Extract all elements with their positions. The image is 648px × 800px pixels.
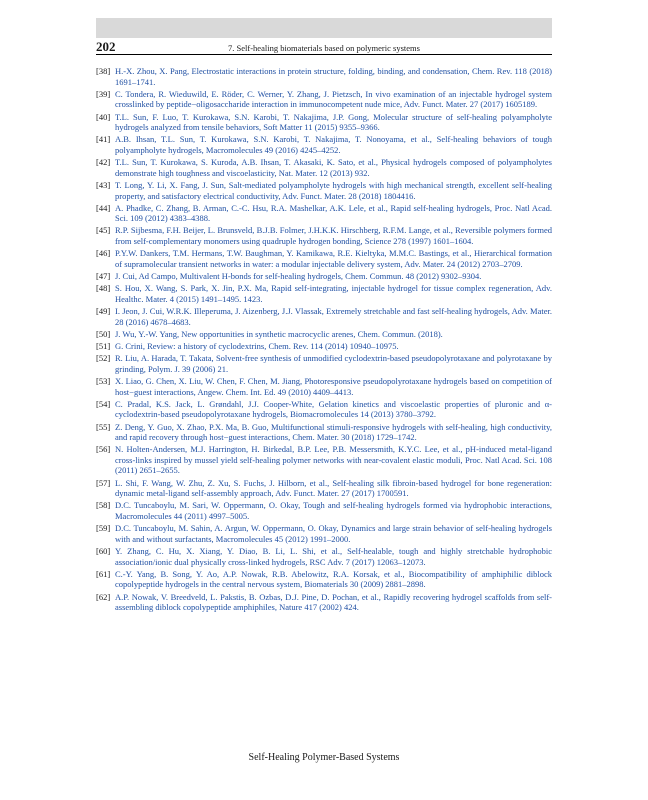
reference-link[interactable]: C. Pradal, K.S. Jack, L. Grøndahl, J.J. Cooper-White, Gelation kinetics and viscoelastic properties of pluronic and α-cyclodextrin-based pseudopolyrotaxane hydrogels, Biomacromolecules 14 (2013) 3780–3792. — [115, 398, 552, 420]
reference-link[interactable]: N. Holten-Andersen, M.J. Harrington, H. Birkedal, B.P. Lee, P.B. Messersmith, K.Y.C. Lee, et al., pH-induced metal-ligand cross-links inspired by mussel yield self-healing polymer networks with near-covalent elastic moduli, Proc. Natl Acad. Sci. 108 (2011) 2651–2655. — [115, 444, 552, 476]
footer-book-title: Self-Healing Polymer-Based Systems — [248, 752, 400, 763]
reference-number: [54] — [96, 398, 111, 409]
reference-link[interactable]: S. Hou, X. Wang, S. Park, X. Jin, P.X. Ma, Rapid self-integrating, injectable hydrogel for tissue complex regeneration, Adv. Healthc. Mater. 4 (2015) 1491–1495. 1423. — [115, 283, 552, 304]
reference-link[interactable]: X. Liao, G. Chen, X. Liu, W. Chen, F. Chen, M. Jiang, Photoresponsive pseudopolyrotaxane hydrogels based on competition of host−guest interactions, Angew. Chem. Int. Ed. 49 (2010) 4409–4413. — [115, 375, 552, 397]
reference-number: [57] — [96, 477, 111, 488]
reference-link[interactable]: A.P. Nowak, V. Breedveld, L. Pakstis, B. Ozbas, D.J. Pine, D. Pochan, et al., Rapidly recovering hydrogel scaffolds from self-assembling diblock copolypeptide amphiphiles, Nature 417 (2002) 424. — [115, 591, 552, 613]
reference-item — [96, 180, 552, 201]
reference-item — [96, 341, 552, 352]
reference-item — [96, 66, 552, 87]
reference-number: [61] — [96, 568, 111, 579]
reference-item — [96, 478, 552, 499]
reference-number: [45] — [96, 225, 111, 236]
reference-number: [53] — [96, 375, 111, 386]
reference-number: [50] — [96, 328, 111, 339]
reference-link[interactable]: A.B. Ihsan, T.L. Sun, T. Kurokawa, S.N. Karobi, T. Nakajima, T. Nonoyama, et al., Self-healing behaviors of tough polyampholyte hydrogels, Macromolecules 49 (2016) 4245–4252. — [115, 134, 552, 155]
reference-item — [96, 376, 552, 397]
reference-link[interactable]: P.Y.W. Dankers, T.M. Hermans, T.W. Baughman, Y. Kamikawa, R.E. Kieltyka, M.M.C. Bastings, et al., Hierarchical formation of supramolecular transient networks in water: a modular injectable delivery system, Adv. Mater. 24 (2012) 2703–2709. — [115, 248, 552, 269]
reference-link[interactable]: C.-Y. Yang, B. Song, Y. Ao, A.P. Nowak, R.B. Abelowitz, R.A. Korsak, et al., Biocompatibility of amphiphilic diblock copolypeptide hydrogels in the central nervous system, Biomaterials 30 (2009) 2881–2898. — [115, 568, 552, 590]
reference-item — [96, 203, 552, 224]
reference-link[interactable]: J. Wu, Y.-W. Yang, New opportunities in synthetic macrocyclic arenes, Chem. Commun. (2018). — [115, 328, 443, 339]
reference-link[interactable]: C. Tondera, R. Wieduwild, E. Röder, C. Werner, Y. Zhang, J. Pietzsch, In vivo examination of an injectable hydrogel system crosslinked by peptide−oligosaccharide interaction in immunocompetent nude mice, Adv. Funct. Mater. 27 (2017) 1605189. — [115, 88, 552, 110]
reference-item — [96, 569, 552, 590]
reference-item — [96, 329, 552, 340]
reference-item — [96, 444, 552, 476]
reference-item — [96, 353, 552, 374]
reference-number: [48] — [96, 283, 111, 294]
reference-link[interactable]: G. Crini, Review: a history of cyclodextrins, Chem. Rev. 114 (2014) 10940–10975. — [115, 340, 399, 351]
reference-number: [60] — [96, 546, 111, 556]
reference-link[interactable]: D.C. Tuncaboylu, M. Sari, W. Oppermann, O. Okay, Tough and self-healing hydrogels formed via hydrophobic interactions, Macromolecules 44 (2011) 4997–5005. — [115, 500, 552, 522]
running-title: 7. Self-healing biomaterials based on polymeric systems — [228, 43, 420, 53]
reference-item — [96, 306, 552, 327]
header-rule — [96, 54, 552, 55]
reference-list — [96, 66, 552, 614]
reference-item — [96, 523, 552, 544]
reference-number: [38] — [96, 66, 111, 76]
reference-item — [96, 134, 552, 155]
reference-number: [41] — [96, 134, 111, 145]
reference-item — [96, 248, 552, 269]
reference-item — [96, 89, 552, 110]
reference-number: [47] — [96, 271, 111, 282]
reference-number: [49] — [96, 306, 111, 316]
reference-item — [96, 112, 552, 133]
reference-link[interactable]: Y. Zhang, C. Hu, X. Xiang, Y. Diao, B. Li, L. Shi, et al., Self-healable, tough and highly stretchable hydrophobic association/ionic dual physically cross-linked hydrogels, RSC Adv. 7 (2017) 12063–12073. — [115, 546, 552, 567]
reference-number: [44] — [96, 202, 111, 213]
reference-number: [59] — [96, 523, 111, 534]
reference-item — [96, 422, 552, 443]
reference-number: [58] — [96, 500, 111, 511]
reference-link[interactable]: A. Phadke, C. Zhang, B. Arman, C.-C. Hsu, R.A. Mashelkar, A.K. Lele, et al., Rapid self-healing hydrogels, Proc. Natl Acad. Sci. 109 (2012) 4383–4388. — [115, 202, 552, 224]
reference-link[interactable]: R. Liu, A. Harada, T. Takata, Solvent-free synthesis of unmodified cyclodextrin-based pseudopolyrotaxane and polyrotaxane by grinding, Polym. J. 39 (2006) 21. — [115, 353, 552, 374]
reference-item — [96, 500, 552, 521]
reference-item — [96, 546, 552, 567]
reference-number: [39] — [96, 88, 111, 99]
reference-item — [96, 283, 552, 304]
reference-number: [52] — [96, 353, 111, 364]
reference-number: [40] — [96, 111, 111, 122]
reference-number: [42] — [96, 157, 111, 168]
reference-number: [62] — [96, 591, 111, 602]
reference-link[interactable]: T.L. Sun, F. Luo, T. Kurokawa, S.N. Karobi, T. Nakajima, J.P. Gong, Molecular structure of self-healing polyampholyte hydrogels analyzed from tensile behaviors, Soft Matter 11 (2015) 9355–9366. — [115, 111, 552, 133]
reference-link[interactable]: R.P. Sijbesma, F.H. Beijer, L. Brunsveld, B.J.B. Folmer, J.H.K.K. Hirschberg, R.F.M. Lange, et al., Reversible polymers formed from self-complementary monomers using quadruple hydrogen bonding, Science 278 (1997) 1601–1604. — [115, 225, 552, 247]
reference-link[interactable]: D.C. Tuncaboylu, M. Sahin, A. Argun, W. Oppermann, O. Okay, Dynamics and large strain behavior of self-healing hydrogels with and without surfactants, Macromolecules 45 (2012) 1991–2000. — [115, 523, 552, 544]
reference-link[interactable]: T. Long, Y. Li, X. Fang, J. Sun, Salt-mediated polyampholyte hydrogels with high mechanical strength, excellent self-healing property, and satisfactory electrical conductivity, Adv. Funct. Mater. 28 (2018) 1804416. — [115, 179, 552, 201]
reference-link[interactable]: I. Jeon, J. Cui, W.R.K. Illeperuma, J. Aizenberg, J.J. Vlassak, Extremely stretchable and fast self-healing hydrogels, Adv. Mater. 28 (2016) 4678–4683. — [115, 306, 552, 327]
header-bar — [96, 18, 552, 38]
reference-link[interactable]: J. Cui, Ad Campo, Multivalent H-bonds for self-healing hydrogels, Chem. Commun. 48 (2012) 9302–9304. — [115, 271, 482, 282]
reference-item — [96, 157, 552, 178]
reference-item — [96, 271, 552, 282]
reference-item — [96, 399, 552, 420]
reference-link[interactable]: L. Shi, F. Wang, W. Zhu, Z. Xu, S. Fuchs, J. Hilborn, et al., Self-healing silk fibroin-based hydrogel for bone regeneration: dynamic metal-ligand self-assembly approach, Adv. Funct. Mater. 27 (2017) 1700591. — [115, 477, 552, 499]
reference-number: [51] — [96, 340, 111, 351]
reference-item — [96, 592, 552, 613]
reference-item — [96, 225, 552, 246]
reference-number: [43] — [96, 179, 111, 190]
reference-number: [56] — [96, 444, 111, 455]
reference-number: [46] — [96, 248, 111, 259]
reference-link[interactable]: H.-X. Zhou, X. Pang, Electrostatic interactions in protein structure, folding, binding, and condensation, Chem. Rev. 118 (2018) 1691–1741. — [115, 66, 552, 87]
reference-link[interactable]: T.L. Sun, T. Kurokawa, S. Kuroda, A.B. Ihsan, T. Akasaki, K. Sato, et al., Physical hydrogels composed of polyampholytes demonstrate high toughness and viscoelasticity, Nat. Mater. 12 (2013) 932. — [115, 157, 552, 178]
page-number: 202 — [96, 39, 116, 54]
reference-link[interactable]: Z. Deng, Y. Guo, X. Zhao, P.X. Ma, B. Guo, Multifunctional stimuli-responsive hydrogels with self-healing, high conductivity, and rapid recovery through host−guest interactions, Chem. Mater. 30 (2018) 1729–1742. — [115, 421, 552, 443]
reference-number: [55] — [96, 421, 111, 432]
